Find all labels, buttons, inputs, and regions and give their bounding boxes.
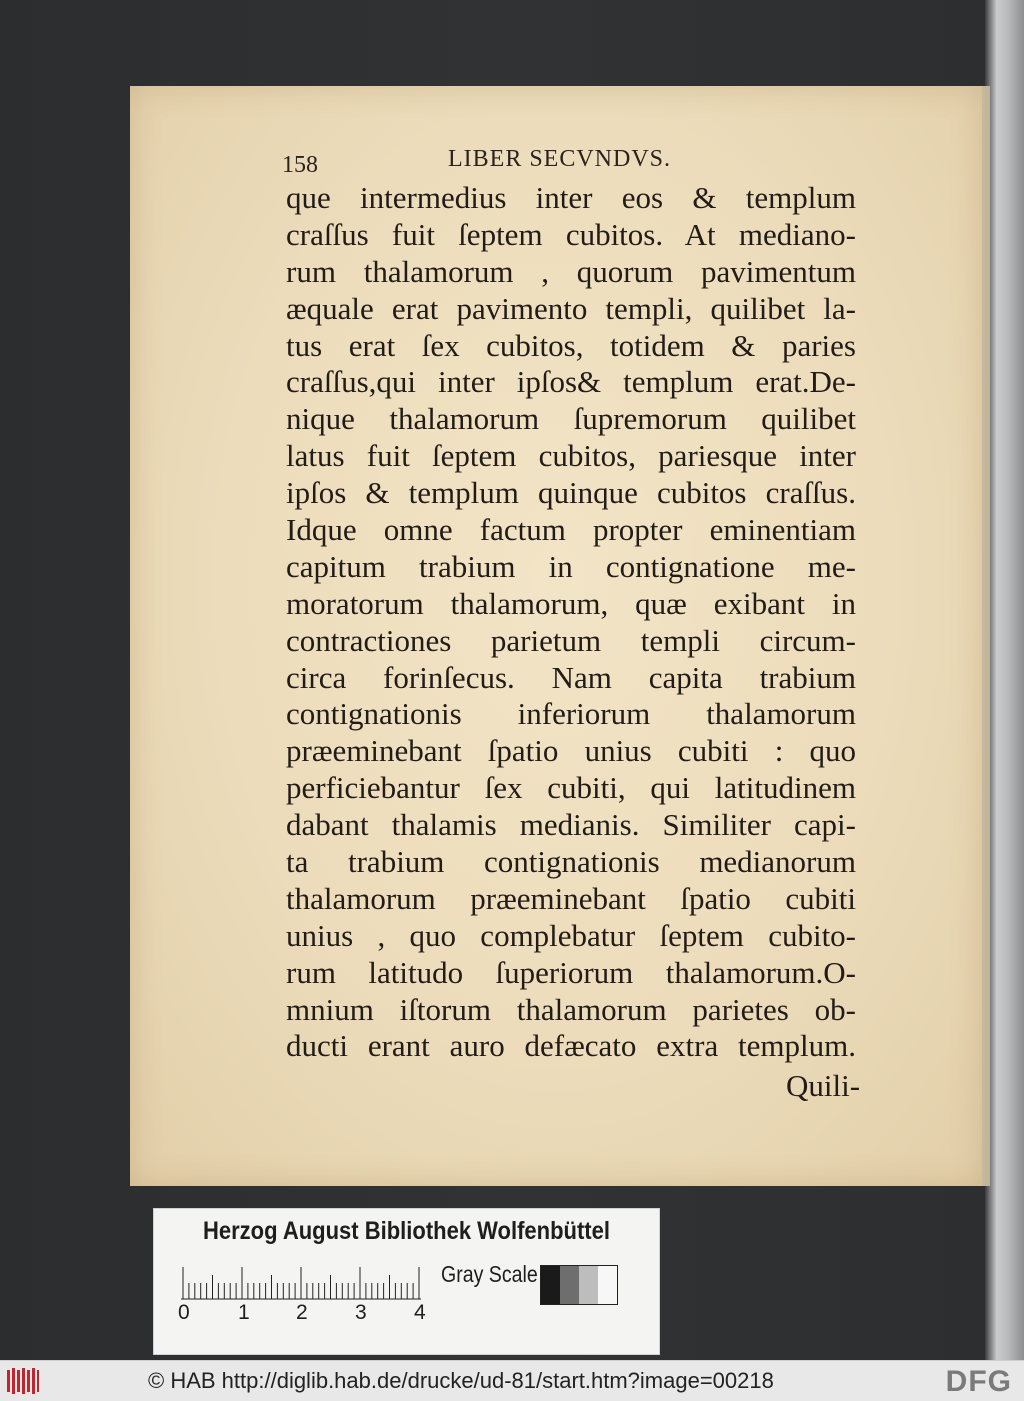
footer-credit-link[interactable]: © HAB http://diglib.hab.de/drucke/ud-81/start.htm?image=00218	[148, 1368, 774, 1393]
running-head	[282, 146, 902, 180]
color-calibration-card	[153, 1208, 660, 1355]
text-line: thalamorum præeminebant ſpatio cubiti	[286, 880, 856, 916]
gray-swatch	[560, 1266, 579, 1304]
footer-bar	[0, 1360, 1024, 1401]
dfg-logo: DFG	[945, 1365, 1012, 1398]
ruler-number: 1	[238, 1301, 250, 1324]
text-line: rum latitudo ſuperiorum thalamorum.O-	[286, 954, 856, 990]
running-head-title: LIBER SECVNDVS.	[448, 146, 672, 172]
folio-number: 158	[282, 152, 318, 178]
ruler-number: 3	[355, 1301, 367, 1324]
text-line: contignationis inferiorum thalamorum	[286, 696, 856, 732]
text-line: craſſus fuit ſeptem cubitos. At mediano-	[286, 216, 856, 252]
text-line: circa forinſecus. Nam capita trabium	[286, 659, 856, 695]
text-line: nique thalamorum ſupremorum quilibet	[286, 401, 856, 437]
text-line: perficiebantur ſex cubiti, qui latitudinem	[286, 770, 856, 806]
ruler-scale	[181, 1261, 431, 1301]
text-line: tus erat ſex cubitos, totidem & paries	[286, 327, 856, 363]
text-line: rum thalamorum , quorum pavimentum	[286, 253, 856, 289]
gray-swatch	[598, 1266, 617, 1304]
ruler-number: 2	[296, 1301, 308, 1324]
gray-swatch	[579, 1266, 598, 1304]
text-line: æquale erat pavimento templi, quilibet la-	[286, 290, 856, 326]
page-text	[286, 180, 856, 1065]
card-title: Herzog August Bibliothek Wolfenbüttel	[203, 1217, 610, 1245]
ruler-number: 4	[414, 1301, 426, 1324]
text-line: ta trabium contignationis medianorum	[286, 844, 856, 880]
text-line: unius , quo complebatur ſeptem cubito-	[286, 917, 856, 953]
text-line: que intermedius inter eos & templum	[286, 180, 856, 215]
hab-logo-icon	[6, 1366, 40, 1396]
scanner-edge	[985, 0, 1024, 1360]
text-line: ipſos & templum quinque cubitos craſſus.	[286, 475, 856, 511]
gray-swatch	[541, 1266, 560, 1304]
text-line: latus fuit ſeptem cubitos, pariesque inter	[286, 438, 856, 474]
text-line: dabant thalamis medianis. Similiter capi-	[286, 807, 856, 843]
text-line: moratorum thalamorum, quæ exibant in	[286, 585, 856, 621]
gray-scale-swatches	[540, 1265, 618, 1305]
text-line: capitum trabium in contignatione me-	[286, 548, 856, 584]
text-line: Idque omne factum propter eminentiam	[286, 512, 856, 548]
text-line: præeminebant ſpatio unius cubiti : quo	[286, 733, 856, 769]
text-line: craſſus,qui inter ipſos& templum erat.De-	[286, 364, 856, 400]
text-line: mnium iſtorum thalamorum parietes ob-	[286, 991, 856, 1027]
text-line: ducti erant auro defæcato extra templum.	[286, 1028, 856, 1064]
ruler-number: 0	[178, 1301, 190, 1324]
text-line: contractiones parietum templi circum-	[286, 622, 856, 658]
ruler-numbers	[174, 1301, 454, 1331]
gray-scale-label: Gray Scale	[441, 1261, 538, 1287]
catchword: Quili-	[786, 1068, 861, 1103]
